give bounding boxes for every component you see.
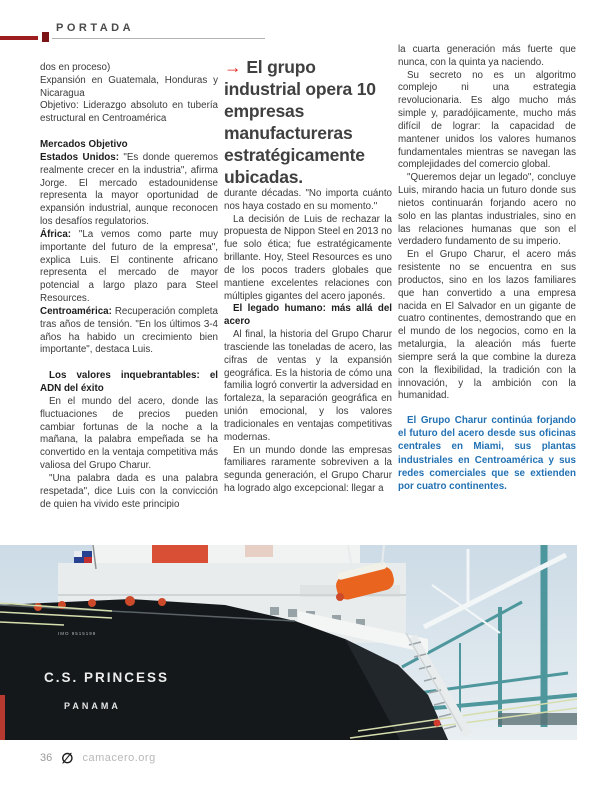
paragraph-text: "La vemos como parte muy importante del futuro de la empresa", explica Luis. El continente africano representa el mercado de mayor potencial a largo plazo para Steel Resources.	[40, 228, 218, 305]
paragraph-col2-3: Al final, la historia del Grupo Charur trasciende las toneladas de acero, las cifras de ventas y la expansión geográfica. Es la historia de cómo una familia logró convertir la adversidad en fortaleza, la separación geográfica en unión emocional, y los valores tradicionales en ventajas competitivas modernas.	[224, 329, 392, 443]
paragraph-col3-4: En el Grupo Charur, el acero más resistente no se encuentra en sus productos, sino en los lazos familiares que han convertido a una empresa nacida en El Salvador en un gigante de cuatro continentes, demostrando que en el mundo de los negocios, como en la metalurgia, la aleación más fuerte siempre será la que combine la dureza con la flexibilidad, la tradición con la innovación, y la ambición con la humanidad.	[398, 249, 576, 402]
paragraph-col2-2: La decisión de Luis de rechazar la propuesta de Nippon Steel en 2013 no fue solo ética; fue estratégicamente brillante. Hoy, Steel Resources es uno de los pocos traders globales que mantiene excelentes relaciones con múltiples gigantes del acero japonés.	[224, 213, 392, 302]
paragraph-centroamerica	[40, 306, 218, 357]
dock-structure	[498, 713, 577, 725]
paragraph-valores-2: "Una palabra dada es una palabra respetada", dice Luis con la convicción de quien ha vivido este principio	[40, 472, 218, 510]
pull-quote	[224, 56, 392, 188]
lead-africa: África:	[40, 228, 72, 240]
heading-legado-humano: El legado humano: más allá del acero	[224, 303, 392, 328]
paragraph-col2-4: En un mundo donde las empresas familiares raramente sobreviven a la segunda generación, el Grupo Charur ha logrado algo excepcional: llegar a	[224, 444, 392, 495]
ship-imo-text: IMO 9515199	[58, 631, 97, 636]
pull-quote-text: El grupo industrial opera 10 empresas manufactureras estratégicamente ubicadas.	[224, 57, 376, 187]
footer-website: camacero.org	[82, 752, 156, 764]
arrow-right-icon: →	[224, 57, 242, 77]
kicker-rule	[52, 38, 265, 39]
red-structure-left	[0, 695, 5, 740]
paragraph-col3-1: la cuarta generación más fuerte que nunca, con la quinta ya naciendo.	[398, 44, 576, 68]
section-label: PORTADA	[56, 22, 135, 34]
list-continuation: dos en proceso)	[40, 62, 111, 73]
article-column-1	[40, 62, 218, 511]
paragraph-text: Recuperación completa tras años de tensión. "En los últimos 3-4 años ha habido un crecimiento bien importante", destaca Luis.	[40, 305, 218, 356]
camacero-logo-icon: ∅	[61, 750, 74, 766]
paragraph-text: "Es donde queremos realmente crecer en la industria", afirma Jorge. El mercado estadounidense representa la mayor oportunidad de expansión industrial, aunque reconocen los desafíos regulatorios.	[40, 151, 218, 228]
paragraph-estados-unidos	[40, 152, 218, 229]
ship-name-text: C.S. PRINCESS	[44, 670, 170, 685]
ship-port-text: PANAMA	[64, 701, 121, 711]
paragraph-col2-1: durante décadas. "No importa cuánto nos haya costado en su momento."	[224, 188, 392, 212]
life-ring	[434, 720, 441, 727]
list-item-objective: Objetivo: Liderazgo absoluto en tubería estructural en Centroamérica	[40, 100, 218, 125]
kicker-square-marker	[42, 32, 49, 42]
paragraph-col3-3: "Queremos dejar un legado", concluye Luis, mirando hacia un futuro donde sus nietos continuarán forjando acero no solo en las plantas industriales, sino en las relaciones humanas que son el verdadero fundamento de su imperio.	[398, 172, 576, 248]
heading-valores: Los valores inquebrantables: el ADN del éxito	[40, 370, 218, 395]
ship-photo-svg	[0, 545, 577, 740]
list-item-expansion: Expansión en Guatemala, Honduras y Nicaragua	[40, 74, 218, 99]
kicker-rule-thick	[0, 36, 38, 40]
paragraph-valores-1: En el mundo del acero, donde las fluctuaciones de precios pueden cambiar fortunas de la noche a la mañana, la palabra empeñada se ha convertido en la ventaja competitiva más valiosa del Grupo Charur.	[40, 395, 218, 472]
lead-estados-unidos: Estados Unidos:	[40, 151, 119, 163]
paragraph-col3-2: Su secreto no es un algoritmo complejo ni una estrategia revolucionaria. Es algo mucho más simple y, paradójicamente, mucho más difícil de lograr: la capacidad de mantener unidos los valores humanos fundamentales mientras se navegan las complejidades del comercio global.	[398, 69, 576, 171]
page-number: 36	[40, 752, 53, 764]
closing-highlight-paragraph: El Grupo Charur continúa forjando el futuro del acero desde sus oficinas centrales en Miami, sus plantas industriales en Centroamérica y sus redes comerciales que se extienden por cuatro continentes.	[398, 415, 576, 492]
ship-photo	[0, 545, 577, 740]
heading-mercados-objetivo: Mercados Objetivo	[40, 139, 128, 151]
page-footer	[40, 751, 156, 765]
lead-centroamerica: Centroamérica:	[40, 305, 112, 317]
article-column-3	[398, 44, 576, 493]
paragraph-africa	[40, 229, 218, 306]
article-column-2	[224, 56, 392, 496]
